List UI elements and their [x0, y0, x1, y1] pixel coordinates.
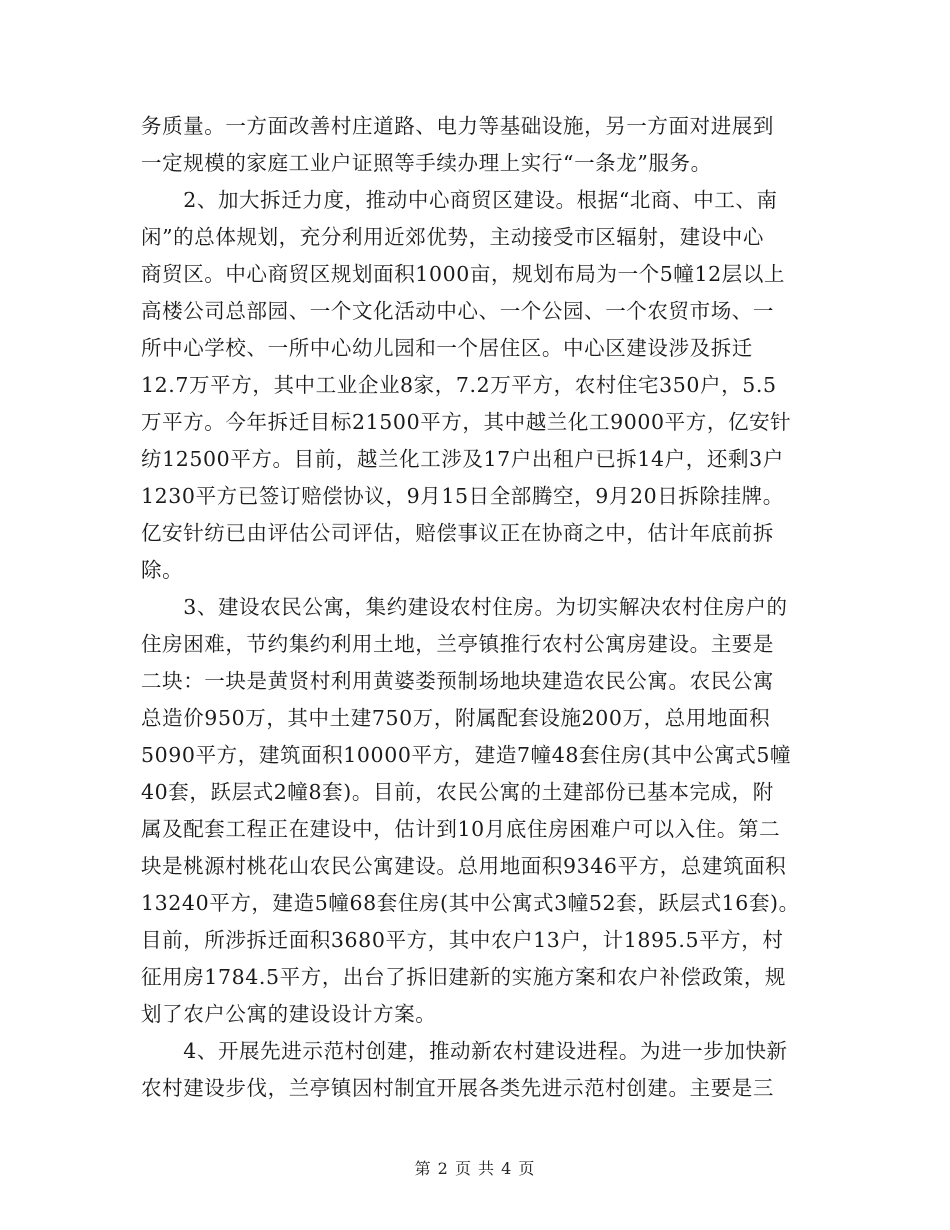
- body-text-line: 4、开展先进示范村创建，推动新农村建设进程。为进一步加快新: [141, 1039, 788, 1063]
- body-text-line: 二块：一块是黄贤村利用黄婆娄预制场地块建造农民公寓。农民公寓: [141, 669, 774, 693]
- body-text-line: 块是桃源村桃花山农民公寓建设。总用地面积9346平方，总建筑面积: [141, 854, 787, 878]
- body-text-line: 纺12500平方。目前，越兰化工涉及17户出租户已拆14户，还剩3户: [141, 447, 784, 471]
- body-text-line: 住房困难，节约集约利用土地，兰亭镇推行农村公寓房建设。主要是: [141, 632, 774, 656]
- body-text-line: 2、加大拆迁力度，推动中心商贸区建设。根据“北商、中工、南: [141, 188, 778, 212]
- body-text-line: 13240平方，建造5幢68套住房(其中公寓式3幢52套，跃层式16套)。: [141, 891, 800, 915]
- body-text-line: 属及配套工程正在建设中，估计到10月底住房困难户可以入住。第二: [141, 817, 781, 841]
- body-text-line: 商贸区。中心商贸区规划面积1000亩，规划布局为一个5幢12层以上: [141, 262, 786, 286]
- body-text-line: 一定规模的家庭工业户证照等手续办理上实行“一条龙”服务。: [141, 151, 712, 175]
- body-text-line: 所中心学校、一所中心幼儿园和一个居住区。中心区建设涉及拆迁: [141, 336, 753, 360]
- body-text-line: 务质量。一方面改善村庄道路、电力等基础设施，另一方面对进展到: [141, 114, 774, 138]
- body-text-line: 目前，所涉拆迁面积3680平方，其中农户13户，计1895.5平方，村: [141, 928, 784, 952]
- body-text-line: 总造价950万，其中土建750万，附属配套设施200万，总用地面积: [141, 706, 771, 730]
- page-number-footer: 第 2 页 共 4 页: [414, 1159, 536, 1178]
- body-text-line: 亿安针纺已由评估公司评估，赔偿事议正在协商之中，估计年底前拆: [141, 521, 774, 545]
- body-text-line: 闲”的总体规划，充分利用近郊优势，主动接受市区辐射，建设中心: [141, 225, 764, 249]
- body-text-line: 5090平方，建筑面积10000平方，建造7幢48套住房(其中公寓式5幢: [141, 743, 792, 767]
- body-text-line: 农村建设步伐，兰亭镇因村制宜开展各类先进示范村创建。主要是三: [141, 1076, 774, 1100]
- body-text-line: 40套，跃层式2幢8套)。目前，农民公寓的土建部份已基本完成，附: [141, 780, 774, 804]
- body-text-line: 万平方。今年拆迁目标21500平方，其中越兰化工9000平方，亿安针: [141, 410, 792, 434]
- body-text-line: 除。: [141, 558, 184, 582]
- body-text-line: 3、建设农民公寓，集约建设农村住房。为切实解决农村住房户的: [141, 595, 788, 619]
- body-text-line: 12.7万平方，其中工业企业8家，7.2万平方，农村住宅350户，5.5: [141, 373, 777, 397]
- body-text-line: 划了农户公寓的建设设计方案。: [141, 1002, 437, 1026]
- body-text-line: 高楼公司总部园、一个文化活动中心、一个公园、一个农贸市场、一: [141, 299, 774, 323]
- body-text-line: 1230平方已签订赔偿协议，9月15日全部腾空，9月20日拆除挂牌。: [141, 484, 784, 508]
- body-text-line: 征用房1784.5平方，出台了拆旧建新的实施方案和农户补偿政策，规: [141, 965, 787, 989]
